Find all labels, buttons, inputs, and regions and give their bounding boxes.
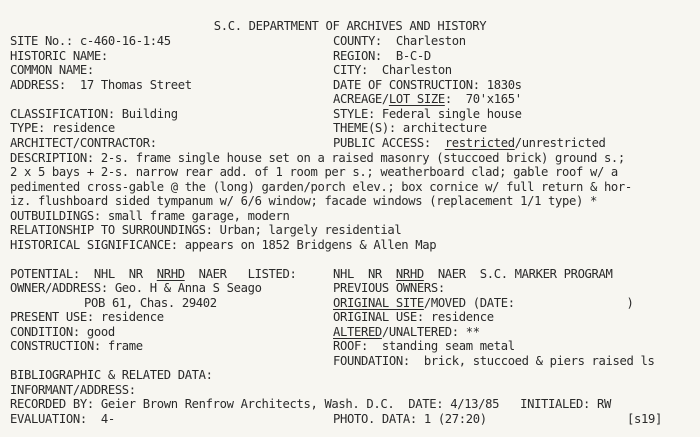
historical-significance: HISTORICAL SIGNIFICANCE: appears on 1852 Bridgens & Allen Map	[10, 238, 437, 252]
recorded-by: RECORDED BY: Geier Brown Renfrow Architects, Wash. D.C. DATE: 4/13/85 INITIALED: RW	[10, 397, 611, 411]
county: COUNTY: Charleston	[333, 34, 466, 48]
agency-header: S.C. DEPARTMENT OF ARCHIVES AND HISTORY	[213, 19, 487, 33]
outbuildings: OUTBUILDINGS: small frame garage, modern	[10, 209, 290, 223]
original-site-moved	[333, 296, 633, 310]
acreage-label: ACREAGE/	[333, 92, 389, 106]
relationship-to-surroundings: RELATIONSHIP TO SURROUNDINGS: Urban; largely residential	[10, 223, 402, 237]
potential-options: NAER LISTED:	[184, 267, 297, 281]
description-line: DESCRIPTION: 2-s. frame single house set on a raised masonry (stuccoed brick) ground s.;	[10, 151, 625, 165]
public-access	[333, 136, 606, 150]
potential-label: POTENTIAL: NHL NR	[10, 267, 157, 281]
moved-date: /MOVED (DATE: )	[423, 296, 634, 310]
classification: CLASSIFICATION: Building	[10, 107, 178, 121]
potential-nrhd: NRHD	[156, 267, 185, 281]
acreage-lot-size	[333, 92, 522, 106]
lot-size-value: : 70'x165'	[444, 92, 522, 106]
altered-label: ALTERED	[333, 325, 382, 339]
construction: CONSTRUCTION: frame	[10, 339, 143, 353]
owner-address: OWNER/ADDRESS: Geo. H & Anna S Seago	[10, 281, 262, 295]
listed-marker-program: NAER S.C. MARKER PROGRAM	[423, 267, 613, 281]
owner-address-line-2: POB 61, Chas. 29402	[84, 296, 217, 310]
listed	[333, 267, 613, 281]
evaluation: EVALUATION: 4-	[10, 412, 115, 426]
photo-data: PHOTO. DATA: 1 (27:20)	[333, 412, 487, 426]
common-name: COMMON NAME:	[10, 63, 94, 77]
roof: ROOF: standing seam metal	[333, 339, 515, 353]
region: REGION: B-C-D	[333, 49, 431, 63]
card-code: [s19]	[627, 412, 662, 426]
potential	[10, 267, 297, 281]
description-line: iz. flushboard sided tympanum w/ 6/6 window; facade windows (replacement 1/1 type) *	[10, 194, 597, 208]
listed-options: NHL NR	[333, 267, 396, 281]
city: CITY: Charleston	[333, 63, 452, 77]
style: STYLE: Federal single house	[333, 107, 522, 121]
present-use: PRESENT USE: residence	[10, 310, 164, 324]
site-number: SITE No.: c-460-16-1:45	[10, 34, 171, 48]
restricted-option: restricted	[444, 136, 515, 150]
listed-nrhd: NRHD	[395, 267, 424, 281]
original-site-label: ORIGINAL SITE	[333, 296, 424, 310]
condition: CONDITION: good	[10, 325, 115, 339]
informant-address: INFORMANT/ADDRESS:	[10, 383, 136, 397]
type: TYPE: residence	[10, 121, 115, 135]
architect-contractor: ARCHITECT/CONTRACTOR:	[10, 136, 157, 150]
historic-name: HISTORIC NAME:	[10, 49, 108, 63]
previous-owners: PREVIOUS OWNERS:	[333, 281, 445, 295]
description-line: pedimented cross-gable @ the (long) garden/porch elev.; box cornice w/ full return & hor-	[10, 180, 632, 194]
description-line: 2 x 5 bays + 2-s. narrow rear add. of 1 room per s.; weatherboard clad; gable roof w/ a	[10, 165, 618, 179]
address: ADDRESS: 17 Thomas Street	[10, 78, 192, 92]
themes: THEME(S): architecture	[333, 121, 487, 135]
lot-size-label: LOT SIZE	[388, 92, 445, 106]
date-of-construction: DATE OF CONSTRUCTION: 1830s	[333, 78, 522, 92]
bibliographic-data: BIBLIOGRAPHIC & RELATED DATA:	[10, 368, 213, 382]
foundation: FOUNDATION: brick, stuccoed & piers raised ls	[333, 354, 655, 368]
unrestricted-option: /unrestricted	[514, 136, 606, 150]
unaltered-label: /UNALTERED: **	[381, 325, 480, 339]
altered-unaltered	[333, 325, 480, 339]
public-access-label: PUBLIC ACCESS:	[333, 136, 445, 150]
original-use: ORIGINAL USE: residence	[333, 310, 494, 324]
